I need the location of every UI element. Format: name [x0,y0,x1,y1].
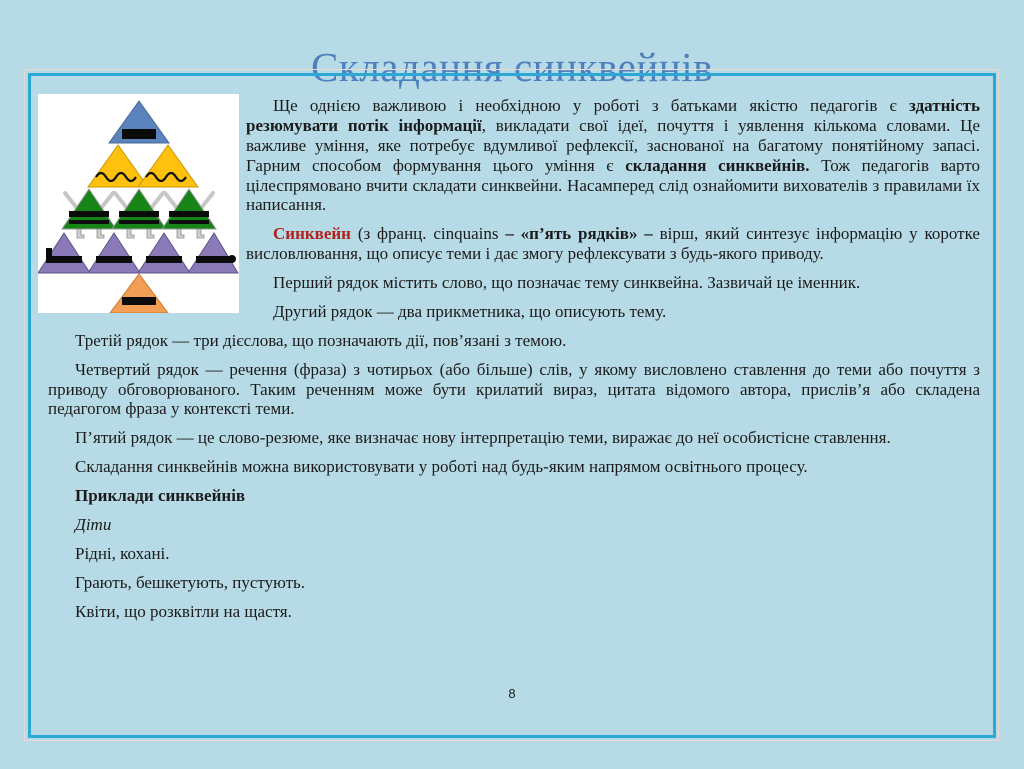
pyramid-illustration [38,94,239,313]
green-triangle-2 [112,189,166,238]
paragraph-definition: Синквейн (з франц. cinquains – «п’ять рядків» – вірш, який синтезує інформацію у коротке висловлювання, що описує теми і дає змогу рефлексувати з будь-якого приводу. [246,224,980,264]
pyramid-row-1-blue-triangle [109,101,169,143]
paragraph-intro: Ще однією важливою і необхідною у роботі з батьками якістю педагогів є здатність резюмувати потік інформації, викладати свої ідеї, почуття і уявлення кількома словами. Це важливе уміння, яке потребує вдумливої рефлексії, заснованої на багатому понятійному запасі. Гарним способом формування цього уміння є складання синквейнів. Тож педагогів варто цілеспрямовано вчити складати синквейни. Насамперед слід ознайомити вихователів з правилами їх написання. [246,96,980,215]
paragraph-line5-rule: П’ятий рядок — це слово-резюме, яке визначає нову інтерпретацію теми, виражає до неї особистісне ставлення. [75,428,891,448]
cinquain-pyramid-figure [38,94,239,313]
example-line-3-verbs: Грають, бешкетують, пустують. [75,572,306,592]
slide-page [0,45,1024,769]
paragraph-line3-rule: Третій рядок — три дієслова, що позначають дії, пов’язані з темою. [75,330,567,350]
pyramid-row-5-orange-triangle [110,274,168,313]
example-line-2-adjectives: Рідні, кохані. [75,543,170,563]
pyramid-row-4-purple-triangles [38,233,238,273]
paragraph-usage: Складання синквейнів можна використовувати у роботі над будь-яким напрямом освітнього процесу. [75,457,808,477]
paragraph-line4-rule: Четвертий рядок — речення (фраза) з чотирьох (або більше) слів, у якому висловлено ставлення до теми або почуття з приводу обговорюваного. Таким реченням може бути крилатий вираз, цитата відомого автора, прислів’я або складена педагогом фраза у контексті теми. [48,359,980,419]
body-text [48,96,980,621]
examples-heading: Приклади синквейнів [75,486,246,506]
page-title: Складання синквейнів [311,44,713,90]
paragraph-line2-rule: Другий рядок — два прикметника, що описують тему. [273,301,667,321]
example-line-4-sentence: Квіти, що розквітли на щастя. [75,601,292,621]
page-number: 8 [508,686,516,701]
paragraph-line1-rule: Перший рядок містить слово, що позначає тему синквейна. Зазвичай це іменник. [273,273,861,293]
pyramid-row-2-yellow-triangles [88,145,198,187]
green-triangle-3 [162,189,216,238]
green-triangle-1 [62,189,116,238]
pyramid-row-3-green-triangles [62,189,216,238]
example-line-1-topic: Діти [75,514,112,534]
